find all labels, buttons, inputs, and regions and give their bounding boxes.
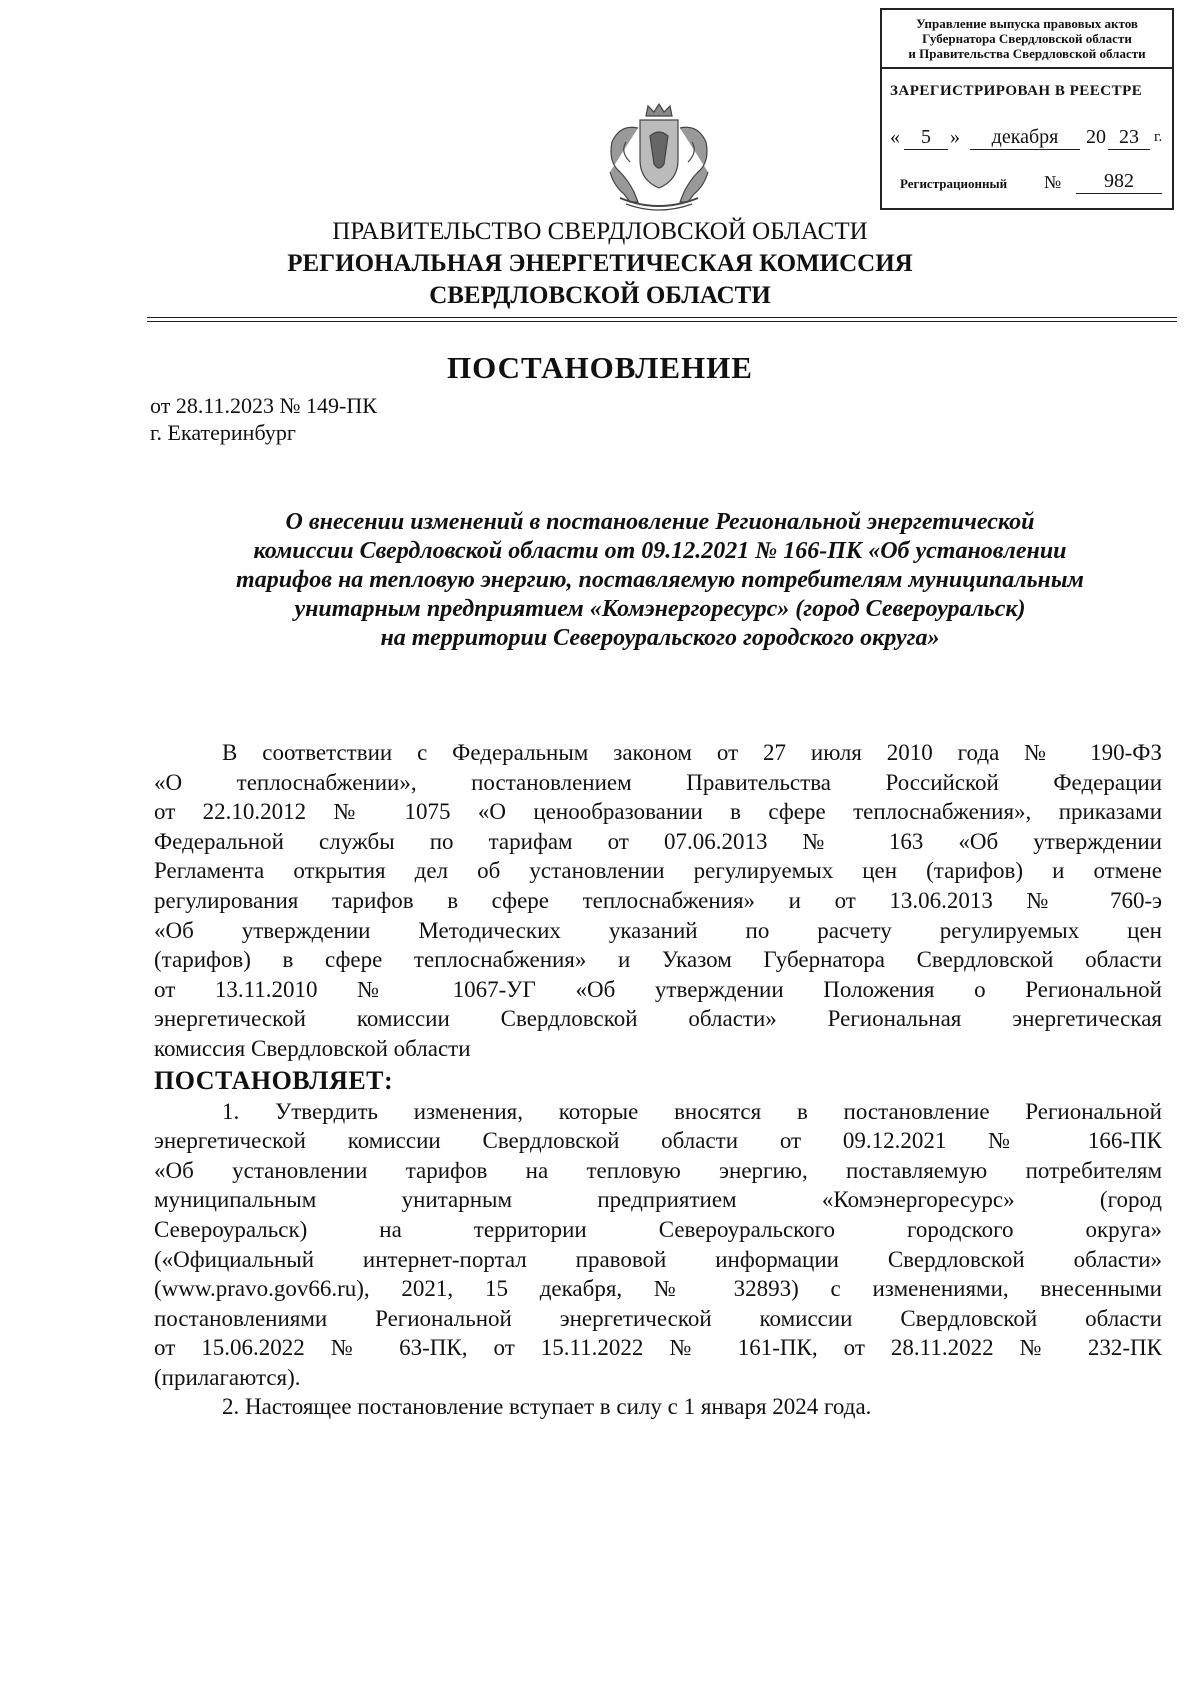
registration-stamp bbox=[880, 8, 1174, 210]
body-line: регулирования тарифов в сфере теплоснабжения» и от 13.06.2013 № 760-э bbox=[154, 887, 1162, 913]
body-line: постановлениями Региональной энергетической комиссии Свердловской области bbox=[154, 1305, 1162, 1331]
title-line: тарифов на тепловую энергию, поставляемую потребителям муниципальным bbox=[236, 567, 1084, 593]
resolves-heading: ПОСТАНОВЛЯЕТ: bbox=[154, 1065, 394, 1095]
body-line: «Об утверждении Методических указаний по расчету регулируемых цен bbox=[154, 917, 1162, 943]
title-line: унитарным предприятием «Комэнергоресурс» (город Североуральск) bbox=[294, 596, 1026, 622]
body-line: (прилагаются). bbox=[154, 1364, 301, 1390]
document-date-number: от 28.11.2023 № 149-ПК bbox=[150, 393, 377, 418]
body-line: «Об установлении тарифов на тепловую энергию, поставляемую потребителям bbox=[154, 1157, 1162, 1183]
body-line: (тарифов) в сфере теплоснабжения» и Указом Губернатора Свердловской области bbox=[154, 947, 1162, 973]
stamp-day: 5 bbox=[904, 126, 948, 150]
preamble-paragraph bbox=[154, 738, 1162, 1064]
title-line: О внесении изменений в постановление Региональной энергетической bbox=[285, 509, 1035, 535]
coat-of-arms-emblem bbox=[590, 102, 728, 214]
body-line: Североуральск) на территории Североуральского городского округа» bbox=[154, 1216, 1162, 1242]
stamp-reg-number: 982 bbox=[1076, 170, 1162, 194]
body-line: энергетической комиссии Свердловской области» Региональная энергетическая bbox=[154, 1006, 1162, 1032]
body-line: от 22.10.2012 № 1075 «О ценообразовании в сфере теплоснабжения», приказами bbox=[154, 799, 1162, 825]
government-name: ПРАВИТЕЛЬСТВО СВЕРДЛОВСКОЙ ОБЛАСТИ bbox=[332, 218, 868, 245]
body-line: В соответствии с Федеральным законом от 27 июля 2010 года № 190-ФЗ bbox=[222, 740, 1162, 765]
stamp-year-suffix: 23 bbox=[1108, 126, 1150, 150]
document-city: г. Екатеринбург bbox=[150, 420, 296, 445]
title-line: комиссии Свердловской области от 09.12.2021 № 166-ПК «Об установлении bbox=[253, 538, 1067, 564]
body-line: энергетической комиссии Свердловской области от 09.12.2021 № 166-ПК bbox=[154, 1128, 1162, 1154]
stamp-reg-label: Регистрационный bbox=[900, 176, 1008, 191]
stamp-number-sign: № bbox=[1044, 172, 1062, 192]
stamp-year-unit: г. bbox=[1154, 129, 1163, 145]
stamp-dept-line: и Правительства Свердловской области bbox=[908, 46, 1146, 61]
stamp-year-prefix: 20 bbox=[1086, 126, 1106, 148]
stamp-registered-label: ЗАРЕГИСТРИРОВАН В РЕЕСТРЕ bbox=[890, 83, 1143, 99]
item-1-paragraph bbox=[154, 1097, 1162, 1393]
body-line: комиссия Свердловской области bbox=[154, 1035, 471, 1061]
body-line: (www.pravo.gov66.ru), 2021, 15 декабря, № 32893) с изменениями, внесенными bbox=[154, 1276, 1162, 1302]
body-line: Федеральной службы по тарифам от 07.06.2013 № 163 «Об утверждении bbox=[154, 828, 1162, 854]
commission-name-line2: СВЕРДЛОВСКОЙ ОБЛАСТИ bbox=[429, 282, 771, 309]
item-2-paragraph: 2. Настоящее постановление вступает в силу с 1 января 2024 года. bbox=[222, 1394, 872, 1420]
stamp-quote-open: « bbox=[890, 126, 900, 148]
body-line: («Официальный интернет-портал правовой информации Свердловской области» bbox=[154, 1246, 1162, 1272]
body-line: муниципальным унитарным предприятием «Комэнергоресурс» (город bbox=[154, 1187, 1162, 1213]
body-line: Регламента открытия дел об установлении регулируемых цен (тарифов) и отмене bbox=[154, 858, 1162, 884]
stamp-month: декабря bbox=[970, 126, 1080, 150]
body-line: «О теплоснабжении», постановлением Правительства Российской Федерации bbox=[154, 769, 1162, 795]
stamp-dept-line: Губернатора Свердловской области bbox=[922, 31, 1132, 46]
body-line: 1. Утвердить изменения, которые вносятся в постановление Региональной bbox=[222, 1098, 1162, 1124]
stamp-dept-line: Управление выпуска правовых актов bbox=[916, 16, 1138, 31]
body-line: от 13.11.2010 № 1067-УГ «Об утверждении Положения о Региональной bbox=[154, 976, 1162, 1002]
stamp-quote-close: » bbox=[950, 126, 960, 148]
commission-name-line1: РЕГИОНАЛЬНАЯ ЭНЕРГЕТИЧЕСКАЯ КОМИССИЯ bbox=[287, 250, 913, 277]
document-type-heading: ПОСТАНОВЛЕНИЕ bbox=[447, 350, 753, 385]
title-line: на территории Североуральского городского округа» bbox=[380, 625, 940, 651]
header-divider bbox=[147, 317, 1177, 318]
header-divider bbox=[147, 321, 1177, 322]
stamp-department bbox=[882, 10, 1172, 69]
body-line: от 15.06.2022 № 63-ПК, от 15.11.2022 № 161-ПК, от 28.11.2022 № 232-ПК bbox=[154, 1335, 1162, 1361]
document-body bbox=[154, 738, 1162, 1422]
document-title bbox=[140, 508, 1180, 653]
